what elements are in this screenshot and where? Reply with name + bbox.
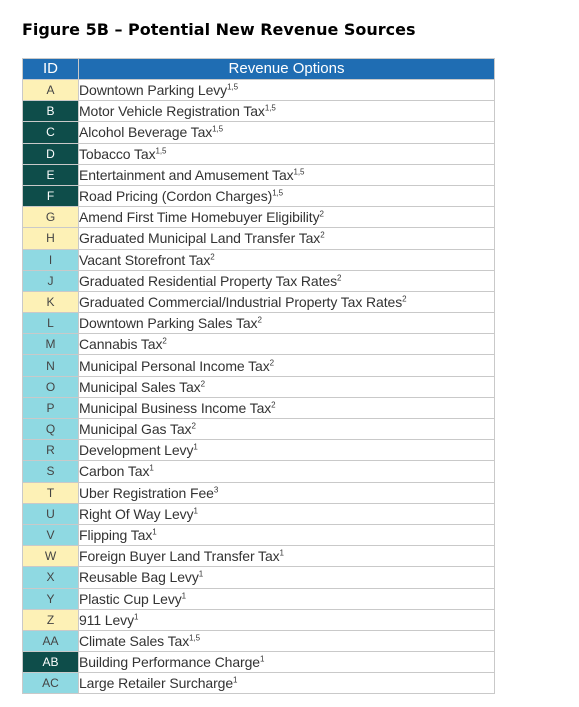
- table-row: [23, 609, 495, 630]
- row-id-cell: AC: [23, 673, 79, 694]
- table-row: [23, 313, 495, 334]
- table-row: [23, 397, 495, 418]
- revenue-option-label: 911 Levy: [79, 611, 134, 628]
- row-id-cell: C: [23, 122, 79, 143]
- footnote-reference: 1,5: [212, 124, 223, 134]
- revenue-option-cell: [79, 249, 495, 270]
- revenue-option-cell: [79, 630, 495, 651]
- row-id-cell: AA: [23, 630, 79, 651]
- footnote-reference: 1: [152, 527, 157, 537]
- footnote-reference: 2: [200, 379, 205, 389]
- revenue-option-label: Alcohol Beverage Tax: [79, 124, 213, 141]
- footnote-reference: 2: [210, 251, 215, 261]
- revenue-option-cell: [79, 524, 495, 545]
- row-id-cell: AB: [23, 652, 79, 673]
- table-row: [23, 122, 495, 143]
- revenue-option-label: Municipal Business Income Tax: [79, 399, 272, 416]
- revenue-option-label: Flipping Tax: [79, 527, 153, 544]
- row-id-cell: Z: [23, 609, 79, 630]
- table-row: [23, 440, 495, 461]
- revenue-option-label: Municipal Personal Income Tax: [79, 357, 270, 374]
- table-row: [23, 673, 495, 694]
- footnote-reference: 2: [162, 336, 167, 346]
- footnote-reference: 1: [133, 612, 139, 622]
- row-id-cell: P: [23, 397, 79, 418]
- row-id-cell: N: [23, 355, 79, 376]
- table-row: [23, 270, 495, 291]
- footnote-reference: 1: [193, 506, 198, 516]
- table-row: [23, 228, 495, 249]
- footnote-reference: 1: [193, 442, 198, 452]
- revenue-option-cell: [79, 419, 495, 440]
- revenue-option-label: Tobacco Tax: [79, 145, 156, 162]
- footnote-reference: 1,5: [227, 82, 238, 92]
- row-id-cell: I: [23, 249, 79, 270]
- table-row: [23, 164, 495, 185]
- figure-title: Figure 5B – Potential New Revenue Sources: [22, 20, 416, 39]
- table-row: [23, 652, 495, 673]
- revenue-option-cell: [79, 164, 495, 185]
- revenue-option-label: Right Of Way Levy: [79, 505, 194, 522]
- revenue-option-label: Graduated Municipal Land Transfer Tax: [79, 230, 321, 247]
- footnote-reference: 2: [269, 357, 274, 367]
- table-row: [23, 185, 495, 206]
- revenue-option-label: Building Performance Charge: [79, 654, 260, 671]
- footnote-reference: 2: [319, 209, 324, 219]
- footnote-reference: 1,5: [293, 167, 305, 177]
- revenue-option-label: Road Pricing (Cordon Charges): [79, 188, 273, 205]
- footnote-reference: 1: [149, 463, 154, 473]
- row-id-cell: O: [23, 376, 79, 397]
- footnote-reference: 2: [191, 421, 196, 431]
- table-row: [23, 546, 495, 567]
- row-id-cell: J: [23, 270, 79, 291]
- revenue-option-label: Carbon Tax: [79, 463, 150, 480]
- revenue-option-label: Cannabis Tax: [79, 336, 163, 353]
- revenue-option-cell: [79, 313, 495, 334]
- table-row: [23, 249, 495, 270]
- id-column-header: ID: [23, 59, 79, 80]
- revenue-option-cell: [79, 334, 495, 355]
- revenue-option-cell: [79, 122, 495, 143]
- revenue-option-cell: [79, 376, 495, 397]
- revenue-options-table: [22, 58, 495, 694]
- footnote-reference: 2: [402, 294, 407, 304]
- row-id-cell: U: [23, 503, 79, 524]
- table-row: [23, 630, 495, 651]
- row-id-cell: F: [23, 185, 79, 206]
- row-id-cell: E: [23, 164, 79, 185]
- table-row: [23, 80, 495, 101]
- revenue-option-cell: [79, 80, 495, 101]
- revenue-option-label: Uber Registration Fee: [79, 484, 214, 501]
- table-row: [23, 355, 495, 376]
- table-row: [23, 376, 495, 397]
- revenue-option-label: Downtown Parking Levy: [79, 82, 228, 99]
- revenue-option-cell: [79, 228, 495, 249]
- revenue-option-label: Plastic Cup Levy: [79, 590, 182, 607]
- row-id-cell: W: [23, 546, 79, 567]
- revenue-option-label: Downtown Parking Sales Tax: [79, 315, 258, 332]
- revenue-option-label: Entertainment and Amusement Tax: [79, 166, 294, 183]
- row-id-cell: H: [23, 228, 79, 249]
- footnote-reference: 1: [259, 654, 265, 664]
- row-id-cell: R: [23, 440, 79, 461]
- revenue-option-label: Climate Sales Tax: [79, 632, 190, 649]
- footnote-reference: 1,5: [264, 103, 276, 113]
- table-row: [23, 291, 495, 312]
- row-id-cell: B: [23, 101, 79, 122]
- table-row: [23, 524, 495, 545]
- revenue-option-cell: [79, 185, 495, 206]
- revenue-option-cell: [79, 588, 495, 609]
- footnote-reference: 1,5: [155, 146, 167, 155]
- footnote-reference: 1: [181, 590, 187, 600]
- footnote-reference: 1: [279, 548, 284, 558]
- revenue-option-label: Municipal Sales Tax: [79, 378, 201, 395]
- row-id-cell: S: [23, 461, 79, 482]
- table-row: [23, 461, 495, 482]
- table-header-row: [23, 59, 495, 80]
- revenue-option-label: Vacant Storefront Tax: [79, 251, 211, 268]
- revenue-options-column-header: Revenue Options: [79, 59, 495, 80]
- revenue-option-label: Graduated Residential Property Tax Rates: [79, 272, 337, 289]
- table-row: [23, 207, 495, 228]
- table-row: [23, 482, 495, 503]
- footnote-reference: 2: [257, 315, 262, 325]
- table-row: [23, 419, 495, 440]
- row-id-cell: Y: [23, 588, 79, 609]
- revenue-option-cell: [79, 291, 495, 312]
- revenue-option-label: Graduated Commercial/Industrial Property Tax Rates: [79, 293, 403, 310]
- footnote-reference: 1: [233, 675, 238, 685]
- table-row: [23, 101, 495, 122]
- table-row: [23, 143, 495, 164]
- revenue-option-label: Motor Vehicle Registration Tax: [79, 103, 265, 120]
- table-row: [23, 588, 495, 609]
- revenue-option-label: Development Levy: [79, 442, 194, 459]
- revenue-option-cell: [79, 652, 495, 673]
- row-id-cell: M: [23, 334, 79, 355]
- footnote-reference: 2: [337, 273, 342, 283]
- revenue-option-cell: [79, 503, 495, 524]
- table-row: [23, 334, 495, 355]
- table-row: [23, 503, 495, 524]
- footnote-reference: 2: [271, 400, 276, 410]
- footnote-reference: 2: [320, 230, 325, 240]
- table-body: [23, 80, 495, 694]
- row-id-cell: T: [23, 482, 79, 503]
- table-row: [23, 567, 495, 588]
- revenue-option-cell: [79, 567, 495, 588]
- revenue-option-cell: [79, 440, 495, 461]
- row-id-cell: A: [23, 80, 79, 101]
- revenue-option-label: Reusable Bag Levy: [79, 569, 199, 586]
- revenue-option-cell: [79, 143, 495, 164]
- revenue-option-cell: [79, 673, 495, 694]
- footnote-reference: 1,5: [189, 633, 200, 643]
- revenue-option-cell: [79, 609, 495, 630]
- row-id-cell: V: [23, 524, 79, 545]
- row-id-cell: X: [23, 567, 79, 588]
- row-id-cell: Q: [23, 419, 79, 440]
- revenue-option-cell: [79, 101, 495, 122]
- revenue-option-cell: [79, 397, 495, 418]
- revenue-option-label: Municipal Gas Tax: [79, 421, 192, 438]
- row-id-cell: L: [23, 313, 79, 334]
- footnote-reference: 1: [198, 569, 204, 579]
- footnote-reference: 1,5: [272, 188, 284, 198]
- row-id-cell: D: [23, 143, 79, 164]
- revenue-option-cell: [79, 270, 495, 291]
- revenue-option-label: Amend First Time Homebuyer Eligibility: [79, 209, 320, 226]
- revenue-option-label: Foreign Buyer Land Transfer Tax: [79, 548, 280, 565]
- row-id-cell: G: [23, 207, 79, 228]
- footnote-reference: 3: [213, 485, 219, 494]
- revenue-option-cell: [79, 207, 495, 228]
- revenue-option-label: Large Retailer Surcharge: [79, 675, 234, 692]
- revenue-option-cell: [79, 546, 495, 567]
- row-id-cell: K: [23, 291, 79, 312]
- revenue-option-cell: [79, 461, 495, 482]
- revenue-option-cell: [79, 482, 495, 503]
- revenue-option-cell: [79, 355, 495, 376]
